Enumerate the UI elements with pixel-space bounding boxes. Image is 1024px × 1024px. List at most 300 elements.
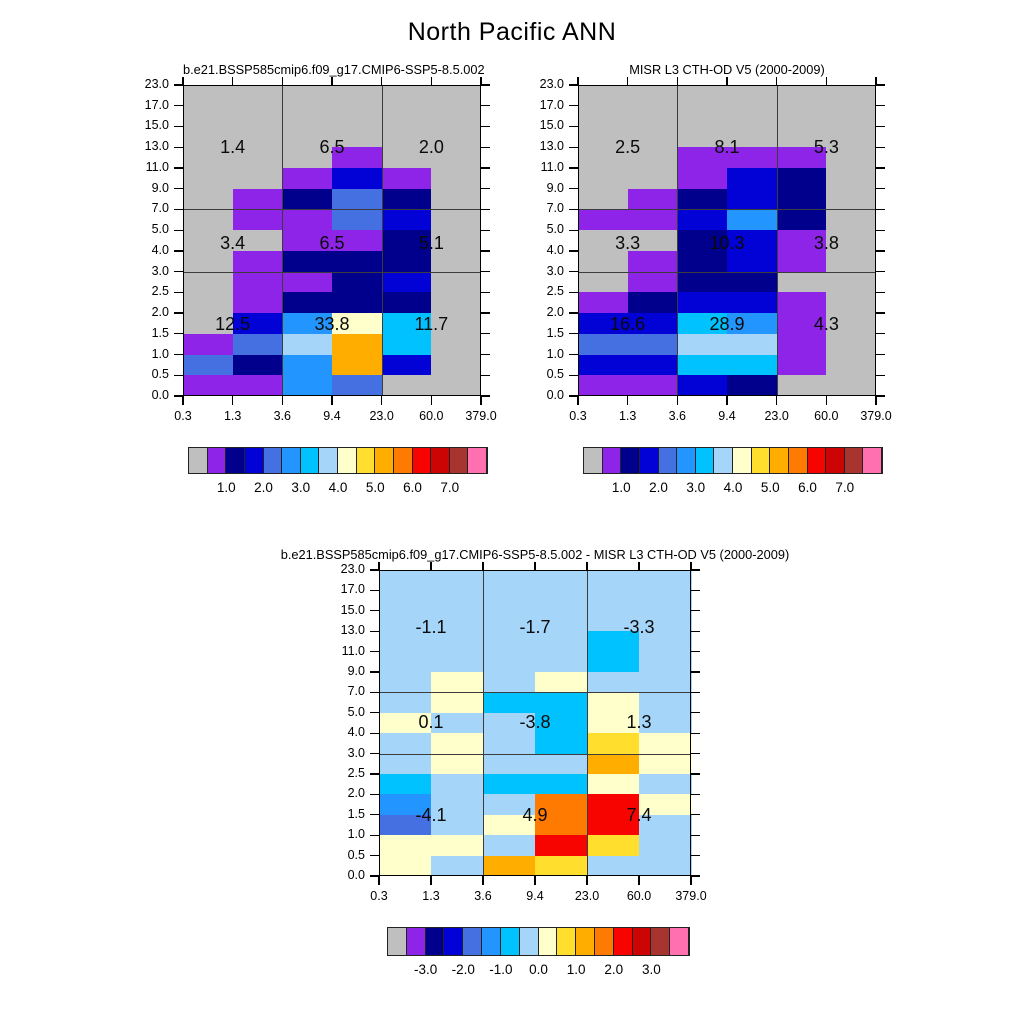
heatmap-cell bbox=[431, 209, 481, 230]
x-axis-tick-top bbox=[776, 77, 777, 85]
y-axis-tick-right bbox=[481, 126, 490, 127]
colorbar-box bbox=[468, 448, 487, 473]
y-axis-tick-right bbox=[691, 773, 700, 774]
heatmap-cell bbox=[382, 292, 432, 313]
heatmap-cell bbox=[233, 106, 283, 127]
colorbar-tick-label: 6.0 bbox=[403, 480, 422, 495]
region-sum-label: 5.1 bbox=[418, 232, 444, 253]
heatmap-cell bbox=[628, 355, 678, 376]
x-axis-tick bbox=[534, 876, 535, 885]
y-axis-tick bbox=[370, 692, 379, 693]
heatmap-cell bbox=[578, 106, 628, 127]
x-axis-tick-top bbox=[826, 77, 827, 85]
x-axis-tick bbox=[482, 876, 483, 885]
y-axis-tick bbox=[174, 354, 183, 355]
diff-heatmap-panel bbox=[340, 562, 707, 903]
x-axis-tick-label: 9.4 bbox=[323, 409, 341, 423]
colorbar-box bbox=[394, 448, 413, 473]
gridline-vertical bbox=[587, 570, 588, 876]
heatmap-cell bbox=[628, 209, 678, 230]
heatmap-cell bbox=[639, 754, 692, 775]
colorbar-tick-label: -1.0 bbox=[489, 962, 513, 977]
y-axis-tick-right bbox=[876, 375, 885, 376]
region-sum-label: 12.5 bbox=[215, 314, 251, 335]
y-axis-tick-label: 4.0 bbox=[151, 242, 169, 257]
heatmap-cell bbox=[282, 272, 332, 293]
heatmap-cell bbox=[431, 652, 484, 673]
colorbar-tick-label: 3.0 bbox=[641, 962, 661, 977]
heatmap-cell bbox=[826, 251, 876, 272]
colorbar-box bbox=[357, 448, 376, 473]
y-axis-tick-right bbox=[691, 835, 700, 836]
gridline-vertical bbox=[677, 85, 678, 396]
x-axis-tick bbox=[776, 396, 777, 405]
y-axis-tick bbox=[569, 250, 578, 251]
y-axis-tick-right bbox=[876, 395, 885, 396]
y-axis-tick-label: 3.0 bbox=[546, 263, 564, 278]
x-axis-tick-top bbox=[586, 562, 587, 570]
heatmap-cell bbox=[183, 189, 233, 210]
heatmap-cell bbox=[483, 754, 536, 775]
heatmap-cell bbox=[483, 692, 536, 713]
colorbar-tick-label: 2.0 bbox=[649, 480, 668, 495]
main-title: North Pacific ANN bbox=[407, 18, 617, 46]
colorbar-box bbox=[770, 448, 789, 473]
y-axis-tick-label: 17.0 bbox=[340, 582, 365, 597]
colorbar-box bbox=[576, 928, 595, 955]
region-sum-label: 2.5 bbox=[615, 137, 641, 158]
y-axis-tick-right bbox=[481, 147, 490, 148]
heatmap-cell bbox=[777, 106, 827, 127]
x-axis-tick bbox=[726, 396, 727, 405]
heatmap-cell bbox=[826, 292, 876, 313]
gridline-horizontal bbox=[578, 209, 876, 210]
y-axis-tick-label: 1.5 bbox=[546, 325, 564, 340]
obs-colorbar bbox=[583, 447, 883, 495]
heatmap-cell bbox=[639, 672, 692, 693]
heatmap-cell bbox=[382, 355, 432, 376]
y-axis-tick-right bbox=[691, 875, 700, 876]
heatmap-cell bbox=[677, 355, 727, 376]
x-axis-tick-label: 3.6 bbox=[474, 889, 492, 903]
colorbar-box bbox=[621, 448, 640, 473]
y-axis-tick-label: 15.0 bbox=[539, 118, 564, 133]
region-sum-label: 8.1 bbox=[714, 137, 740, 158]
x-axis-tick bbox=[232, 396, 233, 405]
colorbar-box bbox=[603, 448, 622, 473]
y-axis-tick-right bbox=[691, 631, 700, 632]
y-axis-tick-label: 3.0 bbox=[347, 745, 365, 760]
heatmap-cell bbox=[282, 189, 332, 210]
heatmap-cell bbox=[483, 835, 536, 856]
heatmap-cell bbox=[332, 106, 382, 127]
y-axis-tick-right bbox=[691, 733, 700, 734]
heatmap-cell bbox=[332, 272, 382, 293]
y-axis-tick bbox=[569, 333, 578, 334]
region-sum-label: 2.0 bbox=[418, 137, 444, 158]
heatmap-cell bbox=[628, 85, 678, 106]
heatmap-cell bbox=[431, 355, 481, 376]
heatmap-cell bbox=[639, 774, 692, 795]
gridline-horizontal bbox=[578, 272, 876, 273]
heatmap-cell bbox=[628, 106, 678, 127]
y-axis-tick-right bbox=[691, 651, 700, 652]
y-axis-tick bbox=[174, 333, 183, 334]
y-axis-tick-label: 15.0 bbox=[144, 118, 169, 133]
heatmap-cell bbox=[535, 835, 588, 856]
heatmap-cell bbox=[727, 375, 777, 396]
y-axis-tick-right bbox=[876, 167, 885, 168]
heatmap-cell bbox=[677, 272, 727, 293]
colorbar-box bbox=[670, 928, 689, 955]
region-sum-label: -1.7 bbox=[519, 617, 551, 638]
y-axis-tick-right bbox=[481, 375, 490, 376]
colorbar-box bbox=[319, 448, 338, 473]
y-axis-tick bbox=[569, 188, 578, 189]
y-axis-tick-right bbox=[691, 569, 700, 570]
heatmap-cell bbox=[431, 590, 484, 611]
region-sum-label: 5.3 bbox=[813, 137, 839, 158]
heatmap-cell bbox=[332, 375, 382, 396]
x-axis-tick-label: 379.0 bbox=[860, 409, 892, 423]
y-axis-tick bbox=[569, 230, 578, 231]
y-axis-tick bbox=[370, 590, 379, 591]
y-axis-tick-right bbox=[481, 167, 490, 168]
heatmap-cell bbox=[183, 355, 233, 376]
y-axis-tick-right bbox=[481, 354, 490, 355]
x-axis-tick-label: 3.6 bbox=[273, 409, 292, 423]
heatmap-cell bbox=[628, 272, 678, 293]
heatmap-cell bbox=[183, 209, 233, 230]
colorbar-box bbox=[808, 448, 827, 473]
y-axis-tick-right bbox=[876, 126, 885, 127]
colorbar-box bbox=[245, 448, 264, 473]
heatmap-cell bbox=[639, 856, 692, 877]
colorbar-tick-label: 1.0 bbox=[216, 480, 236, 495]
heatmap-cell bbox=[379, 590, 432, 611]
y-axis-tick-label: 17.0 bbox=[144, 97, 169, 112]
y-axis-tick-right bbox=[876, 271, 885, 272]
colorbar-box bbox=[557, 928, 576, 955]
y-axis-tick-right bbox=[481, 188, 490, 189]
heatmap-cell bbox=[183, 106, 233, 127]
y-axis-tick-label: 0.5 bbox=[347, 847, 365, 862]
heatmap-cell bbox=[282, 334, 332, 355]
y-axis-tick-label: 1.0 bbox=[546, 346, 564, 361]
heatmap-cell bbox=[332, 355, 382, 376]
heatmap-cell bbox=[483, 774, 536, 795]
y-axis-tick bbox=[370, 610, 379, 611]
heatmap-cell bbox=[727, 251, 777, 272]
x-axis-tick-top bbox=[627, 77, 628, 85]
heatmap-cell bbox=[826, 334, 876, 355]
x-axis-tick-label: 9.4 bbox=[526, 889, 544, 903]
heatmap-cell bbox=[233, 85, 283, 106]
x-axis-tick bbox=[586, 876, 587, 885]
colorbar-box bbox=[444, 928, 463, 955]
heatmap-cell bbox=[639, 570, 692, 591]
x-axis-tick bbox=[381, 396, 382, 405]
colorbar-box bbox=[733, 448, 752, 473]
colorbar-box bbox=[789, 448, 808, 473]
heatmap-cell bbox=[183, 251, 233, 272]
heatmap-cell bbox=[777, 272, 827, 293]
x-axis-tick bbox=[690, 876, 691, 885]
heatmap-cell bbox=[578, 85, 628, 106]
heatmap-cell bbox=[183, 85, 233, 106]
heatmap-cell bbox=[382, 106, 432, 127]
colorbar-box bbox=[501, 928, 520, 955]
x-axis-tick bbox=[627, 396, 628, 405]
colorbar-box bbox=[651, 928, 670, 955]
colorbar-box bbox=[189, 448, 208, 473]
y-axis-tick bbox=[174, 167, 183, 168]
colorbar-tick-label: 5.0 bbox=[760, 480, 780, 495]
y-axis-tick bbox=[569, 209, 578, 210]
heatmap-cell bbox=[379, 692, 432, 713]
y-axis-tick-label: 5.0 bbox=[347, 704, 365, 719]
y-axis-tick bbox=[370, 631, 379, 632]
y-axis-tick-label: 5.0 bbox=[151, 222, 169, 237]
y-axis-tick-right bbox=[691, 753, 700, 754]
colorbar-box bbox=[450, 448, 469, 473]
y-axis-tick-right bbox=[481, 250, 490, 251]
heatmap-cell bbox=[282, 85, 332, 106]
heatmap-cell bbox=[578, 189, 628, 210]
heatmap-cell bbox=[777, 292, 827, 313]
heatmap-cell bbox=[431, 754, 484, 775]
heatmap-cell bbox=[777, 189, 827, 210]
heatmap-cell bbox=[578, 209, 628, 230]
x-axis-tick-top bbox=[431, 77, 432, 85]
colorbar-tick-label: 7.0 bbox=[835, 480, 855, 495]
heatmap-cell bbox=[282, 355, 332, 376]
colorbar-box bbox=[264, 448, 283, 473]
y-axis-tick-label: 17.0 bbox=[539, 97, 564, 112]
heatmap-cell bbox=[535, 754, 588, 775]
y-axis-tick-label: 13.0 bbox=[340, 623, 365, 638]
y-axis-tick bbox=[370, 733, 379, 734]
region-sum-label: 28.9 bbox=[709, 314, 745, 335]
heatmap-cell bbox=[379, 835, 432, 856]
heatmap-cell bbox=[483, 856, 536, 877]
x-axis-tick bbox=[182, 396, 183, 405]
heatmap-cell bbox=[587, 590, 640, 611]
colorbar-box bbox=[520, 928, 539, 955]
colorbar-box bbox=[677, 448, 696, 473]
y-axis-tick bbox=[569, 292, 578, 293]
heatmap-cell bbox=[826, 85, 876, 106]
heatmap-cell bbox=[826, 272, 876, 293]
y-axis-tick bbox=[569, 271, 578, 272]
heatmap-cell bbox=[578, 334, 628, 355]
heatmap-cell bbox=[587, 856, 640, 877]
region-sum-label: -3.8 bbox=[519, 712, 551, 732]
x-axis-tick-top bbox=[182, 77, 183, 85]
colorbar-box bbox=[752, 448, 771, 473]
y-axis-tick bbox=[370, 712, 379, 713]
gridline-vertical bbox=[382, 85, 383, 396]
colorbar-tick-label: 3.0 bbox=[291, 480, 311, 495]
y-axis-tick-label: 1.5 bbox=[151, 325, 169, 340]
y-axis-tick-right bbox=[876, 209, 885, 210]
y-axis-tick bbox=[569, 167, 578, 168]
colorbar-box bbox=[482, 928, 501, 955]
y-axis-tick-label: 13.0 bbox=[539, 139, 564, 154]
colorbar-box bbox=[826, 448, 845, 473]
y-axis-tick-label: 2.0 bbox=[546, 305, 564, 320]
x-axis-tick-label: 23.0 bbox=[764, 409, 789, 423]
colorbar-box bbox=[375, 448, 394, 473]
y-axis-tick-label: 5.0 bbox=[546, 222, 564, 237]
heatmap-cell bbox=[282, 292, 332, 313]
heatmap-cell bbox=[233, 334, 283, 355]
colorbar-tick-label: 4.0 bbox=[723, 480, 743, 495]
heatmap-cell bbox=[677, 106, 727, 127]
heatmap-cell bbox=[628, 251, 678, 272]
colorbar-box bbox=[208, 448, 227, 473]
heatmap-cell bbox=[382, 272, 432, 293]
heatmap-cell bbox=[727, 355, 777, 376]
heatmap-cell bbox=[431, 733, 484, 754]
x-axis-tick-top bbox=[482, 562, 483, 570]
heatmap-cell bbox=[379, 856, 432, 877]
heatmap-cell bbox=[677, 334, 727, 355]
colorbar-box bbox=[845, 448, 864, 473]
heatmap-cell bbox=[431, 774, 484, 795]
y-axis-tick-label: 11.0 bbox=[540, 159, 564, 174]
x-axis-tick bbox=[331, 396, 332, 405]
gridline-horizontal bbox=[379, 754, 691, 755]
heatmap-cell bbox=[727, 189, 777, 210]
heatmap-cell bbox=[379, 570, 432, 591]
y-axis-tick-label: 11.0 bbox=[341, 643, 365, 658]
x-axis-tick-label: 23.0 bbox=[369, 409, 394, 423]
x-axis-tick-top bbox=[480, 77, 481, 85]
y-axis-tick-right bbox=[691, 610, 700, 611]
colorbar-box bbox=[338, 448, 357, 473]
heatmap-cell bbox=[639, 733, 692, 754]
heatmap-cell bbox=[483, 590, 536, 611]
heatmap-cell bbox=[578, 375, 628, 396]
heatmap-cell bbox=[483, 652, 536, 673]
x-axis-tick-top bbox=[282, 77, 283, 85]
y-axis-tick-right bbox=[876, 147, 885, 148]
y-axis-tick-label: 7.0 bbox=[151, 201, 169, 216]
y-axis-tick-right bbox=[876, 312, 885, 313]
y-axis-tick-right bbox=[876, 354, 885, 355]
y-axis-tick bbox=[370, 855, 379, 856]
heatmap-cell bbox=[587, 692, 640, 713]
colorbar-tick-label: 0.0 bbox=[529, 962, 548, 977]
model-heatmap-panel bbox=[144, 77, 497, 423]
y-axis-tick bbox=[174, 105, 183, 106]
heatmap-cell bbox=[332, 209, 382, 230]
x-axis-tick-top bbox=[638, 562, 639, 570]
y-axis-tick-right bbox=[481, 230, 490, 231]
y-axis-tick-label: 0.0 bbox=[151, 388, 169, 402]
region-sum-label: -3.3 bbox=[623, 617, 655, 638]
heatmap-cell bbox=[587, 835, 640, 856]
diff-colorbar bbox=[387, 927, 690, 977]
x-axis-tick bbox=[826, 396, 827, 405]
heatmap-cell bbox=[727, 168, 777, 189]
region-sum-label: -1.1 bbox=[415, 617, 447, 638]
x-axis-tick-label: 9.4 bbox=[718, 409, 736, 423]
y-axis-tick bbox=[174, 375, 183, 376]
y-axis-tick-right bbox=[481, 312, 490, 313]
y-axis-tick-label: 0.5 bbox=[151, 367, 169, 382]
heatmap-cell bbox=[826, 355, 876, 376]
heatmap-cell bbox=[587, 754, 640, 775]
heatmap-cell bbox=[535, 692, 588, 713]
heatmap-cell bbox=[639, 835, 692, 856]
y-axis-tick bbox=[174, 292, 183, 293]
x-axis-tick bbox=[638, 876, 639, 885]
heatmap-cell bbox=[233, 292, 283, 313]
heatmap-cell bbox=[677, 168, 727, 189]
obs-heatmap-panel bbox=[539, 77, 892, 423]
y-axis-tick-label: 1.0 bbox=[151, 346, 169, 361]
heatmap-cell bbox=[535, 774, 588, 795]
y-axis-tick-right bbox=[876, 230, 885, 231]
y-axis-tick bbox=[174, 147, 183, 148]
heatmap-cell bbox=[535, 570, 588, 591]
heatmap-cell bbox=[431, 85, 481, 106]
heatmap-cell bbox=[535, 590, 588, 611]
colorbar-tick-label: 2.0 bbox=[604, 962, 624, 977]
y-axis-tick-right bbox=[691, 855, 700, 856]
y-axis-tick-label: 15.0 bbox=[340, 602, 365, 617]
heatmap-cell bbox=[233, 168, 283, 189]
y-axis-tick bbox=[370, 651, 379, 652]
region-sum-label: 3.8 bbox=[813, 232, 839, 253]
y-axis-tick-right bbox=[481, 395, 490, 396]
y-axis-tick bbox=[569, 126, 578, 127]
y-axis-tick-label: 7.0 bbox=[546, 201, 564, 216]
heatmap-cell bbox=[332, 189, 382, 210]
colorbar-tick-label: 2.0 bbox=[254, 480, 273, 495]
x-axis-tick-label: 1.3 bbox=[618, 409, 637, 423]
y-axis-tick-right bbox=[691, 814, 700, 815]
x-axis-tick-top bbox=[534, 562, 535, 570]
x-axis-tick bbox=[875, 396, 876, 405]
colorbar-box bbox=[640, 448, 659, 473]
y-axis-tick-label: 7.0 bbox=[347, 684, 365, 699]
colorbar-box bbox=[301, 448, 320, 473]
heatmap-cell bbox=[431, 334, 481, 355]
heatmap-cell bbox=[826, 168, 876, 189]
y-axis-tick-right bbox=[691, 671, 700, 672]
heatmap-cell bbox=[183, 375, 233, 396]
region-sum-label: 6.5 bbox=[319, 232, 345, 253]
heatmap-cell bbox=[431, 292, 481, 313]
y-axis-tick-right bbox=[691, 590, 700, 591]
heatmap-cell bbox=[628, 334, 678, 355]
region-sum-label: 4.3 bbox=[813, 314, 839, 335]
y-axis-tick-label: 2.5 bbox=[546, 284, 564, 299]
heatmap-cell bbox=[233, 355, 283, 376]
heatmap-cell bbox=[332, 334, 382, 355]
y-axis-tick bbox=[174, 126, 183, 127]
x-axis-tick-label: 0.3 bbox=[370, 889, 388, 903]
heatmap-cell bbox=[578, 355, 628, 376]
heatmap-cell bbox=[727, 272, 777, 293]
x-axis-tick bbox=[677, 396, 678, 405]
heatmap-cell bbox=[233, 272, 283, 293]
x-axis-tick bbox=[430, 876, 431, 885]
x-axis-tick-top bbox=[430, 562, 431, 570]
